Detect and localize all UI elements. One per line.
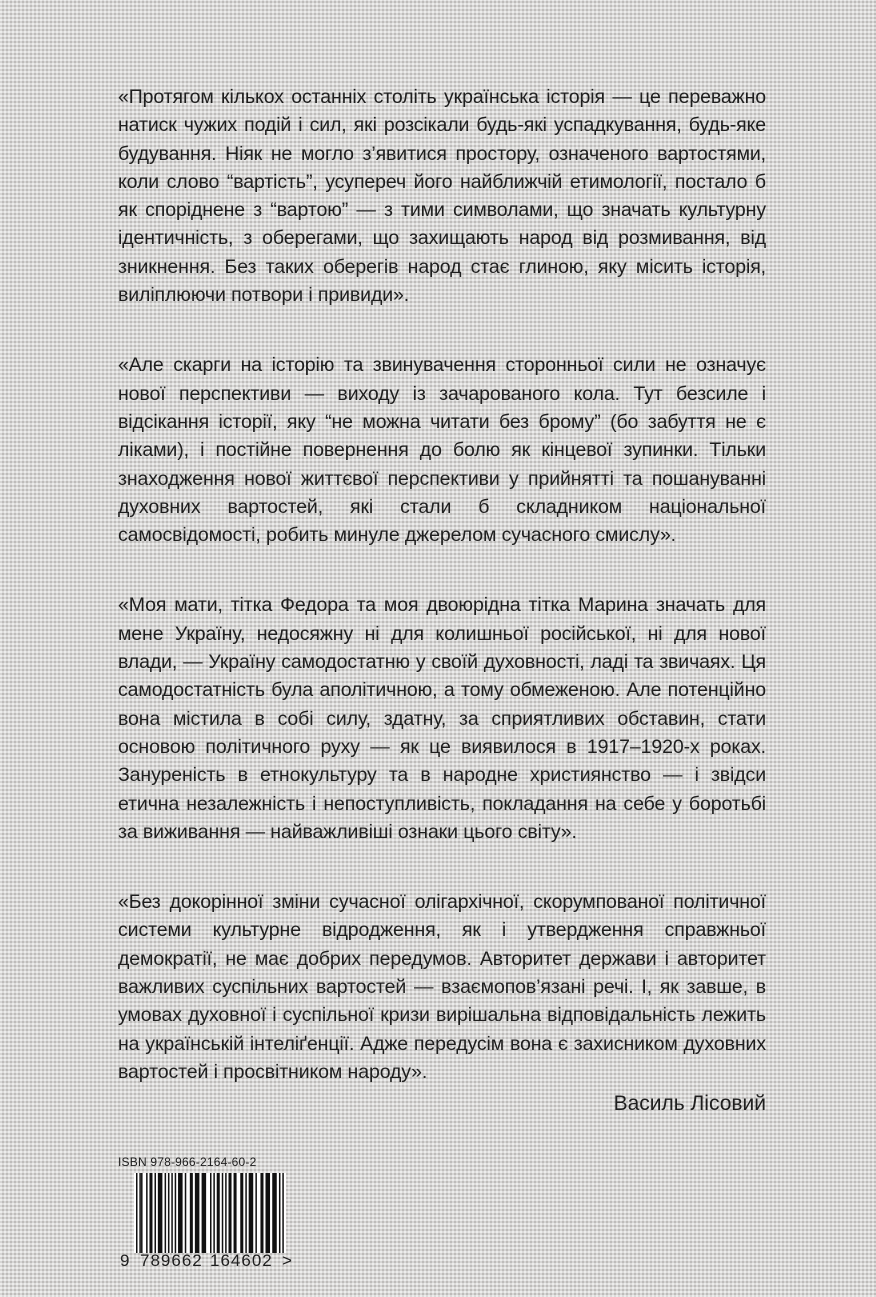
barcode-bar bbox=[210, 1173, 212, 1253]
barcode-digits-right: 164602 bbox=[210, 1251, 273, 1270]
barcode-bar bbox=[213, 1173, 215, 1253]
barcode-bar bbox=[146, 1173, 148, 1253]
quote-paragraph-1: «Протягом кількох останніх століть українська історія — це переважно натиск чужих подій і сил, які розсікали будь-які успадкування, будь-яке будування. Ніяк не могло з’явитися простору, означеного вартостями, коли слово “вартість”, усупереч його найближчій етимології, постало б як споріднене з “вартою” — з тими символами, що значать культурну ідентичність, з оберегами, що захищають народ від розмивання, від зникнення. Без таких оберегів народ стає глиною, яку місить історія, виліплюючи потвори і привиди». bbox=[118, 86, 766, 307]
barcode-bar bbox=[136, 1173, 138, 1253]
barcode-bar bbox=[266, 1173, 271, 1253]
barcode-digits-left: 789662 bbox=[140, 1251, 203, 1270]
barcode-block bbox=[118, 1155, 318, 1283]
barcode-bar bbox=[217, 1173, 220, 1253]
barcode-bar bbox=[165, 1173, 167, 1253]
barcode-bar bbox=[240, 1173, 243, 1253]
isbn-label: ISBN 978-966-2164-60-2 bbox=[118, 1155, 257, 1169]
author-name: Василь Лісовий bbox=[613, 1092, 766, 1115]
barcode-bar bbox=[260, 1173, 263, 1253]
barcode-bar bbox=[149, 1173, 152, 1253]
barcode-bar bbox=[168, 1173, 170, 1253]
quote-paragraph-3: «Моя мати, тітка Федора та моя двоюрідна тітка Марина значать для мене Україну, недосяжну ні для колишньої російської, ні для нової влади, — Україну самодостатню у своїй духовності, ладі та звичаях. Ця самодостатність була аполітичною, а тому обмеженою. Але потенційно вона містила в собі силу, здатну, за сприятливих обставин, стати основою політичного руху — як це виявилося в 1917–1920-х роках. Зануреність в етнокультуру та в народне християнство — і звідси етична незалежність і непоступливість, покладання на себе у боротьбі за виживання — найважливіші ознаки цього світу». bbox=[118, 594, 766, 843]
barcode-bar bbox=[272, 1173, 277, 1253]
barcode-bar bbox=[245, 1173, 247, 1253]
barcode-bar bbox=[178, 1173, 183, 1253]
back-cover-text bbox=[118, 83, 766, 1128]
barcode-bar bbox=[225, 1173, 227, 1253]
barcode-bar bbox=[222, 1173, 224, 1253]
barcode-digit-first: 9 bbox=[120, 1251, 130, 1270]
barcode-bar bbox=[171, 1173, 173, 1253]
barcode-bar bbox=[155, 1173, 157, 1253]
barcode-bar bbox=[158, 1173, 163, 1253]
barcode-bar bbox=[195, 1173, 200, 1253]
barcode-bar bbox=[282, 1173, 284, 1253]
barcode-bar bbox=[185, 1173, 187, 1253]
quote-paragraph-4: «Без докорінної зміни сучасної олігархічної, скорумпованої політичної системи культурне відродження, як і утвердження справжньої демократії, не має добрих передумов. Авторитет держави і авторитет важливих суспільних вартостей — взаємопов’язані речі. І, як завше, в умовах духовної і суспільної кризи вирішальна відповідальність лежить на українській інтеліґенції. Адже передусім вона є захисником духовних вартостей і просвітником народу». bbox=[118, 891, 766, 1083]
barcode-bar bbox=[202, 1173, 207, 1253]
barcode-bar bbox=[229, 1173, 232, 1253]
barcode bbox=[134, 1173, 286, 1253]
barcode-bar bbox=[249, 1173, 254, 1253]
barcode-bar bbox=[190, 1173, 193, 1253]
barcode-bar bbox=[279, 1173, 281, 1253]
barcode-quiet-mark: > bbox=[282, 1251, 292, 1270]
barcode-bar bbox=[141, 1173, 143, 1253]
barcode-digits bbox=[120, 1251, 292, 1271]
quote-paragraph-2: «Але скарги на історію та звинувачення сторонньої сили не означує нової перспективи — виходу із зачарованого кола. Тут безсиле і відсікання історії, яку “не можна читати без брому” (бо забуття не є ліками), і постійне повернення до болю як кінцевої зупинки. Тільки знаходження нової життєвої перспективи у прийнятті та пошануванні духовних вартостей, які стали б складником національної самосвідомості, робить минуле джерелом сучасного смислу». bbox=[118, 354, 766, 547]
barcode-bar bbox=[255, 1173, 257, 1253]
barcode-bar bbox=[139, 1173, 141, 1253]
barcode-bar bbox=[234, 1173, 237, 1253]
barcode-bars bbox=[134, 1173, 286, 1253]
barcode-bar bbox=[175, 1173, 177, 1253]
